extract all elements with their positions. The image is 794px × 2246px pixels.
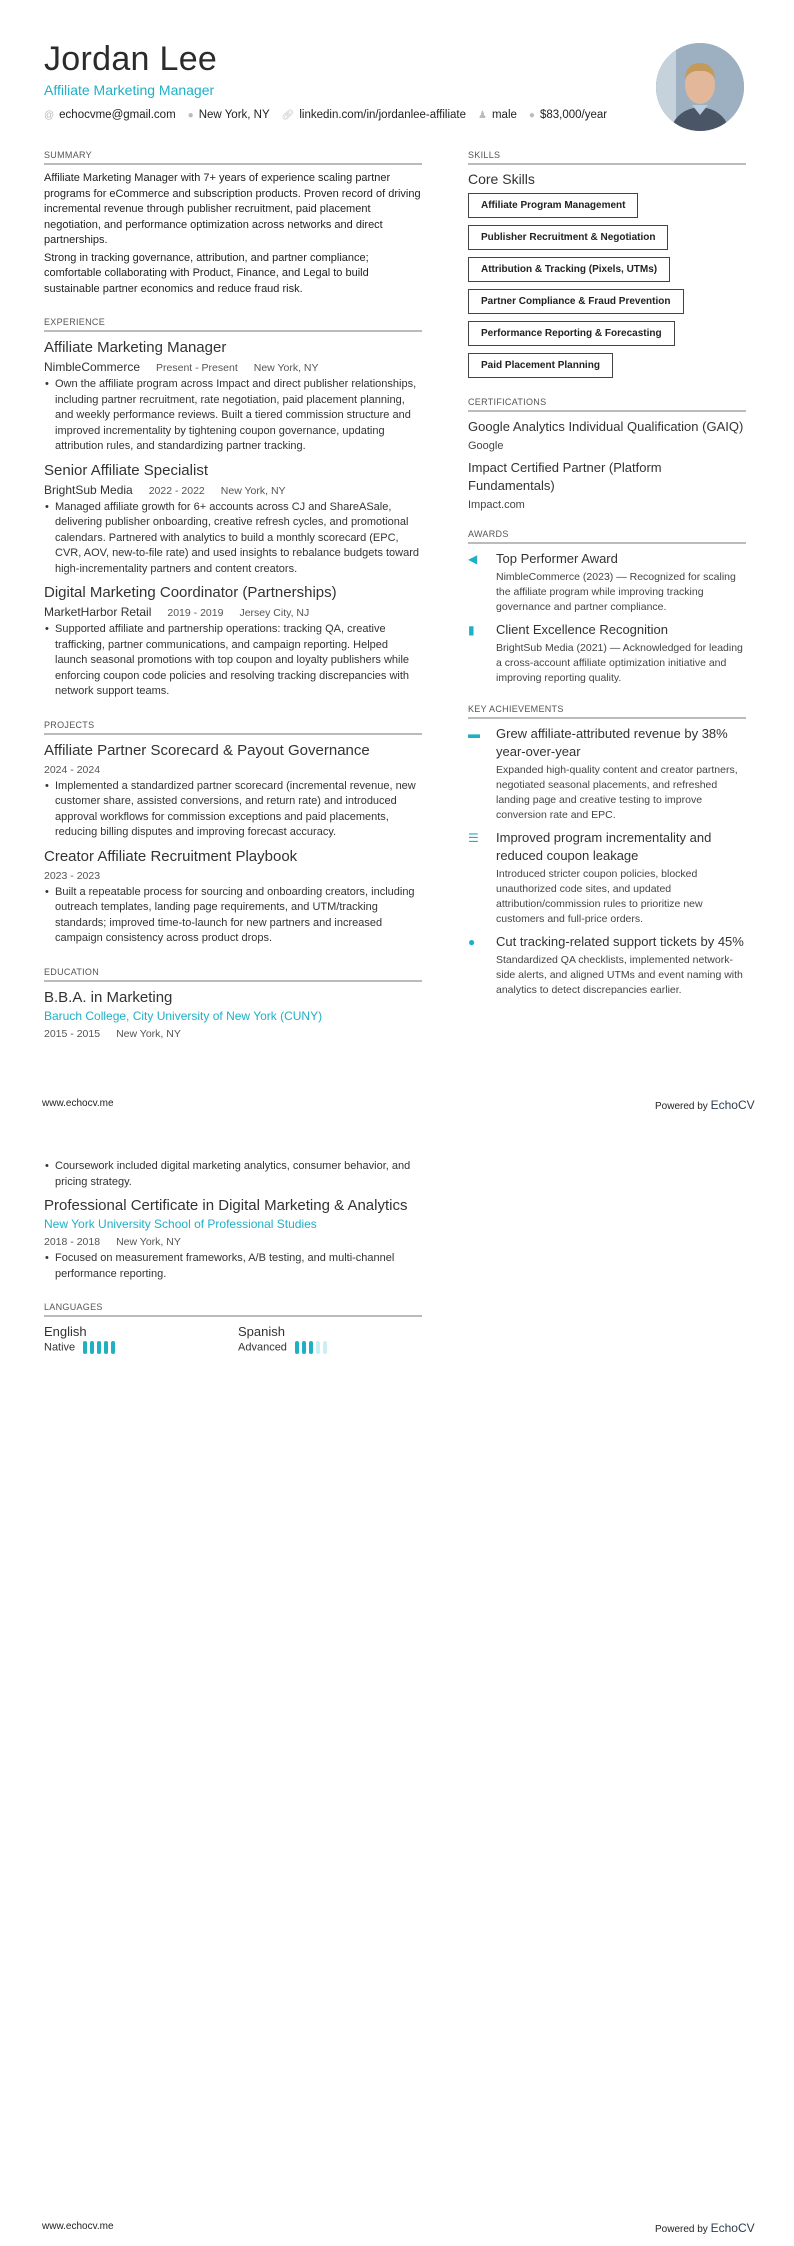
- location: New York, NY: [220, 484, 286, 497]
- award-desc: NimbleCommerce (2023) — Recognized for scaling the affiliate program while improving tracking governance and partner compliance.: [496, 571, 736, 613]
- proficiency-bar: [97, 1341, 101, 1354]
- proficiency-bars: [295, 1341, 327, 1354]
- contact-row: [44, 109, 607, 121]
- dates: 2018 - 2018: [44, 1236, 101, 1248]
- candidate-name: Jordan Lee: [44, 40, 218, 78]
- certifications-section: [468, 397, 746, 515]
- award-title: Top Performer Award: [496, 551, 618, 566]
- project-item: [44, 847, 422, 947]
- dates: 2022 - 2022: [148, 484, 205, 497]
- section-heading: LANGUAGES: [44, 1302, 422, 1317]
- skill-tag: Partner Compliance & Fraud Prevention: [468, 289, 684, 314]
- ticket-icon: ◀: [468, 552, 478, 566]
- section-heading: EDUCATION: [44, 967, 422, 982]
- section-heading: EXPERIENCE: [44, 317, 422, 332]
- powered-by-text: Powered by: [655, 1101, 708, 1112]
- location: New York, NY: [253, 362, 319, 374]
- left-column: [44, 150, 422, 1043]
- awards-section: [468, 529, 746, 686]
- language-name: Spanish: [238, 1324, 285, 1339]
- summary-section: [44, 150, 422, 297]
- bar-chart-icon: ▮: [468, 623, 475, 637]
- section-heading: KEY ACHIEVEMENTS: [468, 704, 746, 719]
- award-title: Client Excellence Recognition: [496, 622, 668, 637]
- cert-name: Impact Certified Partner (Platform Fundamentals): [468, 460, 662, 493]
- languages-section: [44, 1302, 422, 1354]
- skill-tag: Publisher Recruitment & Negotiation: [468, 225, 668, 250]
- linkedin-link[interactable]: linkedin.com/in/jordanlee-affiliate: [299, 109, 466, 121]
- bullet: • Own the affiliate program across Impact and direct publisher relationships, including partner recruitment, rate negotiation, paid placement planning, and weekly performance reviews. Built a tiered commission structure and improved incrementality by tightening coupon governance, updating attribution rules, and standardizing partner tracking.: [44, 377, 422, 455]
- dates: 2019 - 2019: [167, 607, 224, 619]
- proficiency-bar: [302, 1341, 306, 1354]
- award-item: [468, 550, 746, 615]
- skill-tag: Attribution & Tracking (Pixels, UTMs): [468, 257, 670, 282]
- projects-section: [44, 720, 422, 947]
- summary-paragraph: Affiliate Marketing Manager with 7+ years of experience scaling partner programs for eCommerce and subscription products. Proven record of driving incremental revenue through publisher recruitment, paid placement negotiation, and performance optimization across networks and direct partnerships.: [44, 172, 421, 246]
- location-pin-icon: ●: [187, 109, 194, 121]
- section-heading: AWARDS: [468, 529, 746, 544]
- email[interactable]: echocvme@gmail.com: [59, 109, 176, 121]
- education-item: [44, 1196, 422, 1282]
- dates: 2023 - 2023: [44, 869, 101, 882]
- company: BrightSub Media: [44, 482, 133, 497]
- language-item: [44, 1323, 238, 1354]
- cert-issuer: Google: [468, 440, 504, 452]
- school: New York University School of Professional Studies: [44, 1217, 317, 1231]
- skill-tag: Affiliate Program Management: [468, 193, 638, 218]
- footer-powered-by: [655, 1098, 755, 1112]
- proficiency-bar: [83, 1341, 87, 1354]
- brand-logo[interactable]: EchoCV: [710, 2221, 755, 2235]
- proficiency-bar: [309, 1341, 313, 1354]
- left-column: [44, 1159, 422, 1354]
- gender: male: [491, 109, 517, 121]
- location: New York, NY: [116, 1236, 181, 1248]
- person-icon: ♟: [478, 109, 487, 121]
- degree: Professional Certificate in Digital Marketing & Analytics: [44, 1197, 408, 1214]
- achievement-item: [468, 829, 746, 927]
- section-heading: PROJECTS: [44, 720, 422, 735]
- proficiency-bar: [111, 1341, 115, 1354]
- achievement-title: Grew affiliate-attributed revenue by 38% year-over-year: [496, 726, 728, 759]
- bullet: • Supported affiliate and partnership operations: tracking QA, creative trafficking, partner communications, and campaign reporting. Helped launch seasonal promotions with top coupon and loyalty publishers while enforcing coupon code policies and resolving tracking discrepancies with network support teams.: [44, 622, 422, 700]
- location: New York, NY: [116, 1027, 181, 1040]
- job-title: Digital Marketing Coordinator (Partnerships): [44, 584, 337, 601]
- experience-item: [44, 583, 422, 700]
- cert-issuer: Impact.com: [468, 499, 525, 511]
- section-heading: SKILLS: [468, 150, 746, 165]
- project-item: [44, 741, 422, 841]
- dates: Present - Present: [156, 362, 238, 374]
- bullet: • Coursework included digital marketing analytics, consumer behavior, and pricing strategy.: [44, 1159, 422, 1190]
- proficiency-bar: [104, 1341, 108, 1354]
- dates: 2015 - 2015: [44, 1027, 101, 1040]
- experience-item: [44, 461, 422, 578]
- achievement-title: Cut tracking-related support tickets by 45%: [496, 934, 744, 949]
- degree: B.B.A. in Marketing: [44, 988, 173, 1006]
- skill-tag: Performance Reporting & Forecasting: [468, 321, 675, 346]
- achievement-title: Improved program incrementality and reduced coupon leakage: [496, 830, 712, 863]
- proficiency-bar: [323, 1341, 327, 1354]
- footer-powered-by: [655, 2221, 755, 2235]
- dollar-icon: ●: [528, 109, 535, 121]
- experience-section: [44, 317, 422, 700]
- school: Baruch College, City University of New York (CUNY): [44, 1008, 323, 1023]
- skill-tag: Paid Placement Planning: [468, 353, 613, 378]
- language-item: [238, 1323, 327, 1354]
- dollar-circle-icon: ●: [468, 935, 476, 949]
- language-name: English: [44, 1324, 87, 1339]
- job-title: Affiliate Marketing Manager: [44, 339, 227, 356]
- proficiency-bar: [295, 1341, 299, 1354]
- section-heading: SUMMARY: [44, 150, 422, 165]
- achievement-item: [468, 725, 746, 823]
- location: Jersey City, NJ: [239, 607, 310, 619]
- brand-logo[interactable]: EchoCV: [710, 1098, 755, 1112]
- bullet: • Implemented a standardized partner scorecard (incremental revenue, new customer share, assisted conversions, and return rate) and introduced approval workflows for commission exceptions and paid placements, reducing billing disputes and improving forecast accuracy.: [44, 779, 422, 841]
- salary: $83,000/year: [539, 109, 608, 121]
- achievement-desc: Standardized QA checklists, implemented network-side alerts, and aligned UTMs and event naming with analytics to detect discrepancies earlier.: [496, 954, 743, 996]
- proficiency-bar: [90, 1341, 94, 1354]
- experience-item: [44, 338, 422, 455]
- award-desc: BrightSub Media (2021) — Acknowledged for leading a cross-account affiliate optimization initiative and improving reporting quality.: [496, 642, 743, 684]
- skills-list: [468, 193, 746, 385]
- bullet: • Focused on measurement frameworks, A/B testing, and multi-channel performance reporting.: [44, 1251, 422, 1282]
- location: New York, NY: [198, 109, 270, 121]
- summary-paragraph: Strong in tracking governance, attribution, and partner compliance; comfortable collaborating with Product, Finance, and Legal to build sustainable partner economics and reduce fraud risk.: [44, 251, 369, 295]
- bullet: • Managed affiliate growth for 6+ accounts across CJ and ShareASale, delivering publisher onboarding, creative refresh cycles, and promotional calendars. Partnered with analytics to build a monthly scorecard (EPC, CVR, AOV, new-to-file rate) and used insights to rebalance budgets toward high-incrementality partners and content creators.: [44, 500, 422, 578]
- project-title: Creator Affiliate Recruitment Playbook: [44, 847, 298, 865]
- right-column: [468, 150, 746, 1004]
- language-level: Advanced: [238, 1341, 287, 1354]
- at-icon: @: [44, 109, 55, 121]
- achievement-desc: Expanded high-quality content and creator partners, negotiated seasonal placements, and refreshed landing page and creative testing to improve conversion rate and EPC.: [496, 764, 738, 821]
- job-title: Senior Affiliate Specialist: [44, 461, 208, 479]
- skill-group-title: Core Skills: [468, 171, 535, 187]
- proficiency-bar: [316, 1341, 320, 1354]
- cert-name: Google Analytics Individual Qualification (GAIQ): [468, 419, 744, 434]
- project-title: Affiliate Partner Scorecard & Payout Governance: [44, 741, 370, 759]
- education-section: [44, 967, 422, 1043]
- achievements-section: [468, 704, 746, 998]
- section-heading: CERTIFICATIONS: [468, 397, 746, 412]
- resume-page-2: [0, 1123, 794, 2246]
- company: NimbleCommerce: [44, 360, 141, 374]
- powered-by-text: Powered by: [655, 2224, 708, 2235]
- avatar: [656, 43, 744, 131]
- footer-site-link[interactable]: www.echocv.me: [42, 2221, 114, 2232]
- achievement-item: [468, 933, 746, 998]
- language-level: Native: [44, 1341, 76, 1354]
- award-item: [468, 621, 746, 686]
- company: MarketHarbor Retail: [44, 605, 152, 619]
- dates: 2024 - 2024: [44, 763, 101, 776]
- achievement-desc: Introduced stricter coupon policies, blocked unauthorized code sites, and updated attribution/commission rules to prioritize new customers and full-price orders.: [496, 868, 703, 925]
- link-icon: 🔗︎: [281, 109, 295, 121]
- footer-site-link[interactable]: www.echocv.me: [42, 1098, 114, 1109]
- speech-bubble-icon: ▬: [468, 727, 480, 741]
- sliders-icon: ☰: [468, 831, 479, 845]
- candidate-title: Affiliate Marketing Manager: [44, 82, 215, 98]
- bullet: • Built a repeatable process for sourcing and onboarding creators, including outreach templates, landing page requirements, and UTM/tracking standards; improved time-to-launch for new partners and increased campaign consistency across product drops.: [44, 885, 422, 947]
- proficiency-bars: [83, 1341, 115, 1354]
